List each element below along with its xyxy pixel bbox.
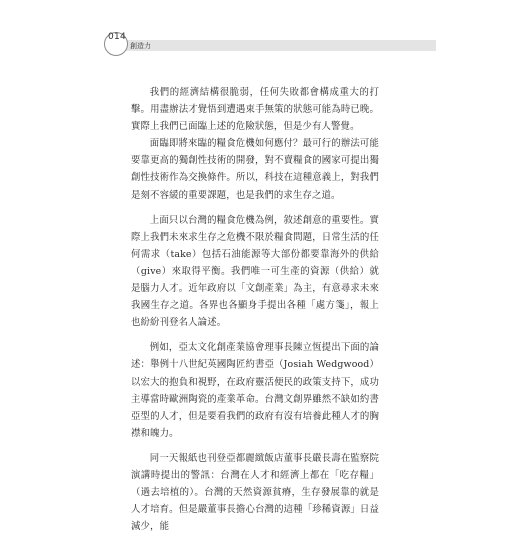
paragraph-1: 我們的經濟結構很脆弱，任何失敗都會構成重大的打擊。用盡辦法才覺悟到遭遇束手無策的狀態可能為時已晚。實際上我們已面臨上述的危險狀態，但是少有人警覺。 xyxy=(131,87,379,133)
page-header xyxy=(0,28,520,58)
paragraph-3: 上面只以台灣的糧食危機為例，敘述創意的重要性。實際上我們未來求生存之危機不限於糧食問題，日常生活的任何需求（take）包括石油能源等大部份都要靠海外的供給（give）來取得平衡。我們唯一可生產的資源（供給）就是腦力人才。近年政府以「文創產業」為主，有意尋求未來我國生存之道。各界也各顯身手提出各種「處方箋」，報上也紛紛刊登名人論述。 xyxy=(131,214,379,329)
header-bar xyxy=(124,40,436,51)
body-text xyxy=(131,84,379,535)
paragraph-5: 同一天報紙也刊登亞都麗緻飯店董事長嚴長壽在監察院演講時提出的警訊：台灣在人才和經濟上都在「吃存糧」（過去培植的）。台灣的天然資源貧瘠，生存發展靠的就是人才培育。但是嚴董事長擔心台灣的這種「珍稀資源」日益減少，能 xyxy=(131,452,379,533)
page-number: 014 xyxy=(108,32,127,42)
paragraph-2: 面臨即將來臨的糧食危機如何應付？最可行的辦法可能要靠更高的獨創性技術的開發，對不賣糧食的國家可提出獨創性技術作為交換條件。所以，科技在這種意義上，對我們是刻不容緩的重要課題，也是我們的求生存之道。 xyxy=(131,138,379,201)
paragraph-4: 例如，亞太文化創產業協會理事長陳立恆提出下面的論述：舉例十八世紀英國陶匠約書亞（Josiah Wedgwood）以宏大的抱負和視野，在政府靈活便民的政策支持下，成功主導當時歐洲陶瓷的產業革命。台灣文創界雖然不缺如約書亞型的人才，但是要看我們的政府有沒有培養此種人才的胸襟和魄力。 xyxy=(131,342,379,439)
running-title: 創造力 xyxy=(130,42,151,50)
